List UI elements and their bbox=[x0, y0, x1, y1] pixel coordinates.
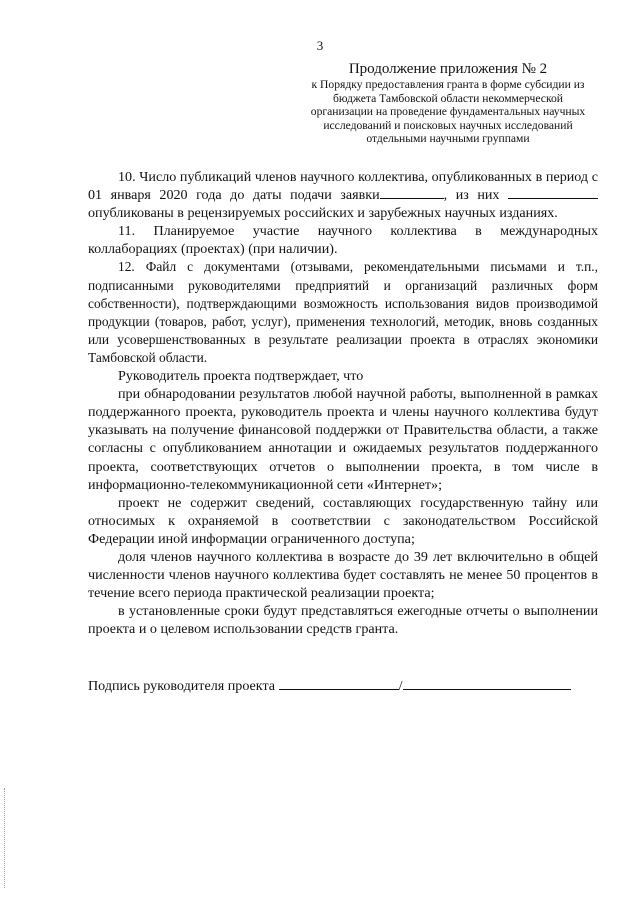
appendix-header bbox=[300, 60, 596, 146]
item-10 bbox=[88, 168, 598, 222]
document-body bbox=[88, 168, 598, 638]
item-10-text: 10. Число публикаций членов научного коллектива, опубликованных в период с 01 января 2020 года до даты подачи заявки bbox=[88, 169, 598, 204]
signature-line[interactable] bbox=[279, 676, 399, 690]
publications-count-blank bbox=[380, 197, 444, 199]
item-10-text-cont: , из них bbox=[443, 187, 500, 204]
appendix-title: Продолжение приложения № 2 bbox=[348, 61, 548, 77]
confirmation-intro: Руководитель проекта подтверждает, что bbox=[118, 368, 364, 385]
signature-separator: / bbox=[398, 678, 403, 694]
page-number: 3 bbox=[316, 38, 324, 53]
confirmation-point: доля членов научного коллектива в возрасте до 39 лет включительно в общей численности членов научного коллектива будет составлять не менее 50 процентов в течение всего периода практической реализации проекта; bbox=[88, 548, 598, 602]
confirmation-point: проект не содержит сведений, составляющих государственную тайну или относимых к охраняемой в соответствии с законодательством Российской Федерации иной информации ограниченного доступа; bbox=[88, 494, 598, 547]
item-11: 11. Планируемое участие научного коллектива в международных коллаборациях (проектах) (при наличии). bbox=[88, 223, 598, 258]
appendix-subtitle-line: организации на проведение фундаментальных научных bbox=[310, 105, 586, 118]
item-12: 12. Файл с документами (отзывами, рекомендательными письмами и т.п., подписанными руководителями предприятий и организаций различных форм собственности), подтверждающими возможность использования видов производимой продукции (товаров, работ, услуг), применения технологий, методик, вновь созданных или усовершенствованных в результате реализации проекта в отраслях экономики Тамбовской области. bbox=[88, 259, 598, 365]
signature-row bbox=[88, 676, 608, 695]
margin-mark bbox=[4, 788, 8, 888]
confirmation-point: при обнародовании результатов любой научной работы, выполненной в рамках поддержанного проекта, руководитель проекта и члены научного коллектива будут указывать на получение финансовой поддержки от Правительства области, а также согласны с опубликованием аннотации и ожидаемых результатов поддержанного проекта, соответствующих отчетов о выполнении проекта, в том числе в информационно-телекоммуникационной сети «Интернет»; bbox=[88, 386, 598, 493]
confirmation-point: в установленные сроки будут представляться ежегодные отчеты о выполнении проекта и о целевом использовании средств гранта. bbox=[88, 603, 598, 638]
name-line[interactable] bbox=[403, 676, 571, 690]
appendix-subtitle-line: бюджета Тамбовской области некоммерческой bbox=[333, 91, 563, 105]
item-10-text-end: опубликованы в рецензируемых российских и зарубежных научных изданиях. bbox=[88, 205, 558, 222]
appendix-subtitle-line: к Порядку предоставления гранта в форме субсидии из bbox=[311, 78, 585, 91]
signature-label: Подпись руководителя проекта bbox=[88, 678, 276, 694]
reviewed-publications-blank bbox=[508, 197, 598, 199]
appendix-subtitle-line: отдельными научными группами bbox=[366, 132, 530, 145]
appendix-subtitle-line: исследований и поисковых научных исследований bbox=[323, 118, 573, 132]
